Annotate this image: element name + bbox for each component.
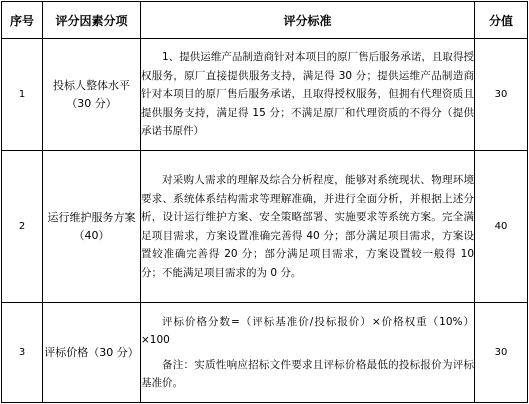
row-factor: 投标人整体水平（30 分） [43, 39, 141, 151]
row-score: 40 [475, 151, 528, 303]
row-standard [141, 303, 475, 403]
header-no: 序号 [2, 2, 43, 39]
scoring-table [1, 1, 528, 403]
header-standard: 评分标准 [141, 2, 475, 39]
row-standard [141, 39, 475, 151]
standard-paragraph: 1、提供运维产品制造商针对本项目的原厂售后服务承诺，且取得授权服务，原厂直接提供服务支持，满足得 30 分；提供运维产品制造商针对本项目的原厂售后服务承诺，且取得授权服务，但拥有代理资质且提供服务支持，满足得 15 分；不满足原厂和代理资质的不得分（提供承诺书原件） [141, 51, 474, 138]
row-number: 2 [2, 151, 43, 303]
table-row [2, 39, 528, 151]
row-standard [141, 151, 475, 303]
table-row [2, 303, 528, 403]
row-number: 1 [2, 39, 43, 151]
row-score: 30 [475, 303, 528, 403]
standard-note: 备注：实质性响应招标文件要求且评标价格最低的投标报价为评标基准价。 [141, 358, 474, 389]
row-factor: 评标价格（30 分） [43, 303, 141, 403]
row-number: 3 [2, 303, 43, 403]
table-row [2, 151, 528, 303]
header-factor: 评分因素分项 [43, 2, 141, 39]
header-row [2, 2, 528, 39]
standard-paragraph: 对采购人需求的理解及综合分析程度，能够对系统现状、物理环境要求、系统体系结构需求等理解准确，并进行全面分析，并根据上述分析，设计运行维护方案、安全策略部署、实施要求等系统方案。完全满足项目需求，方案设置准确完善得 40 分；部分满足项目需求，方案设置较准确完善得 20 分；部分满足项目需求，方案设置较一般得 10 分；不能满足项目需求的为 0 分。 [141, 174, 474, 279]
row-score: 30 [475, 39, 528, 151]
standard-paragraph: 评标价格分数=（评标基准价/投标报价）×价格权重（10%）×100 [141, 315, 474, 346]
row-factor: 运行维护服务方案（40） [43, 151, 141, 303]
header-score: 分值 [475, 2, 528, 39]
